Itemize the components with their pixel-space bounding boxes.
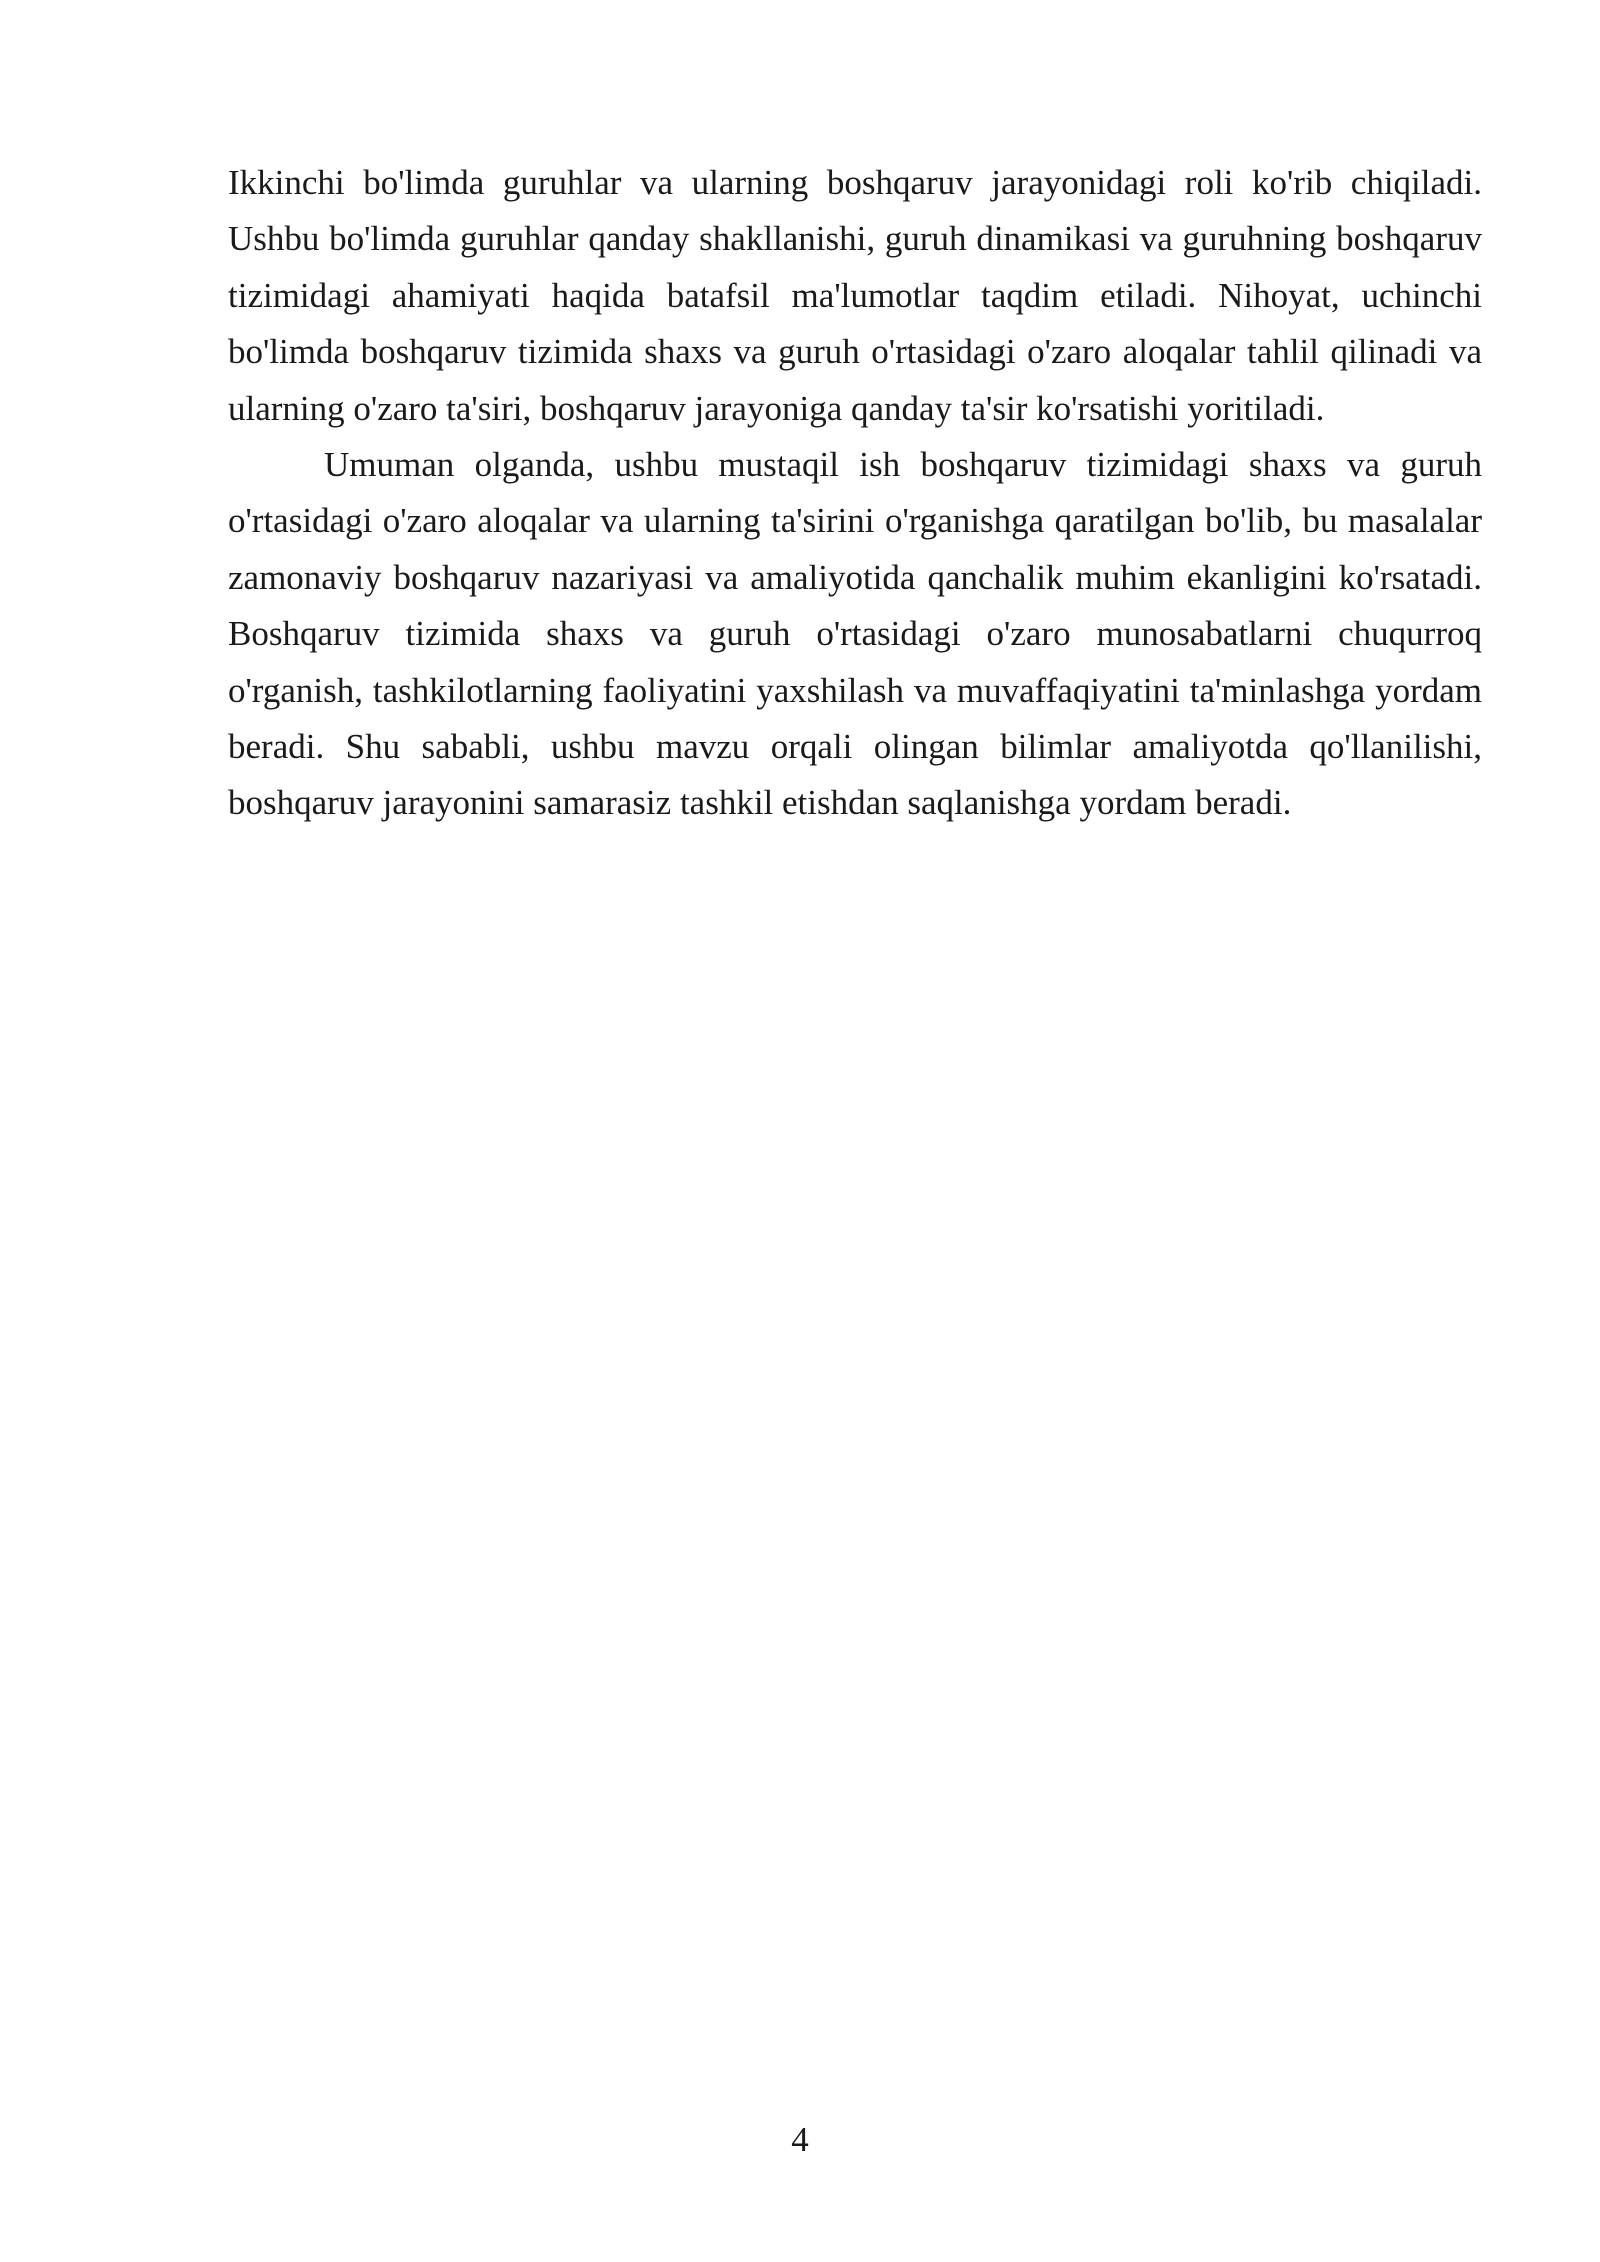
page-number: 4 (791, 2120, 809, 2159)
paragraph-continued: Ikkinchi bo'limda guruhlar va ularning boshqaruv jarayonidagi roli ko'rib chiqiladi. Ushbu bo'limda guruhlar qanday shakllanishi, guruh dinamikasi va guruhning boshqaruv tizimidagi ahamiyati haqida batafsil ma'lumotlar taqdim etiladi. Nihoyat, uchinchi bo'limda boshqaruv tizimida shaxs va guruh o'rtasidagi o'zaro aloqalar tahlil qilinadi va ularning o'zaro ta'siri, boshqaruv jarayoniga qanday ta'sir ko'rsatishi yoritiladi. (228, 163, 1482, 428)
paragraph-summary: Umuman olganda, ushbu mustaqil ish boshqaruv tizimidagi shaxs va guruh o'rtasidagi o'zaro aloqalar va ularning ta'sirini o'rganishga qaratilgan bo'lib, bu masalalar zamonaviy boshqaruv nazariyasi va amaliyotida qanchalik muhim ekanligini ko'rsatadi. Boshqaruv tizimida shaxs va guruh o'rtasidagi o'zaro munosabatlarni chuqurroq o'rganish, tashkilotlarning faoliyatini yaxshilash va muvaffaqiyatini ta'minlashga yordam beradi. Shu sababli, ushbu mavzu orqali olingan bilimlar amaliyotda qo'llanilishi, boshqaruv jarayonini samarasiz tashkil etishdan saqlanishga yordam beradi. (228, 445, 1482, 823)
body-text (228, 155, 1482, 832)
